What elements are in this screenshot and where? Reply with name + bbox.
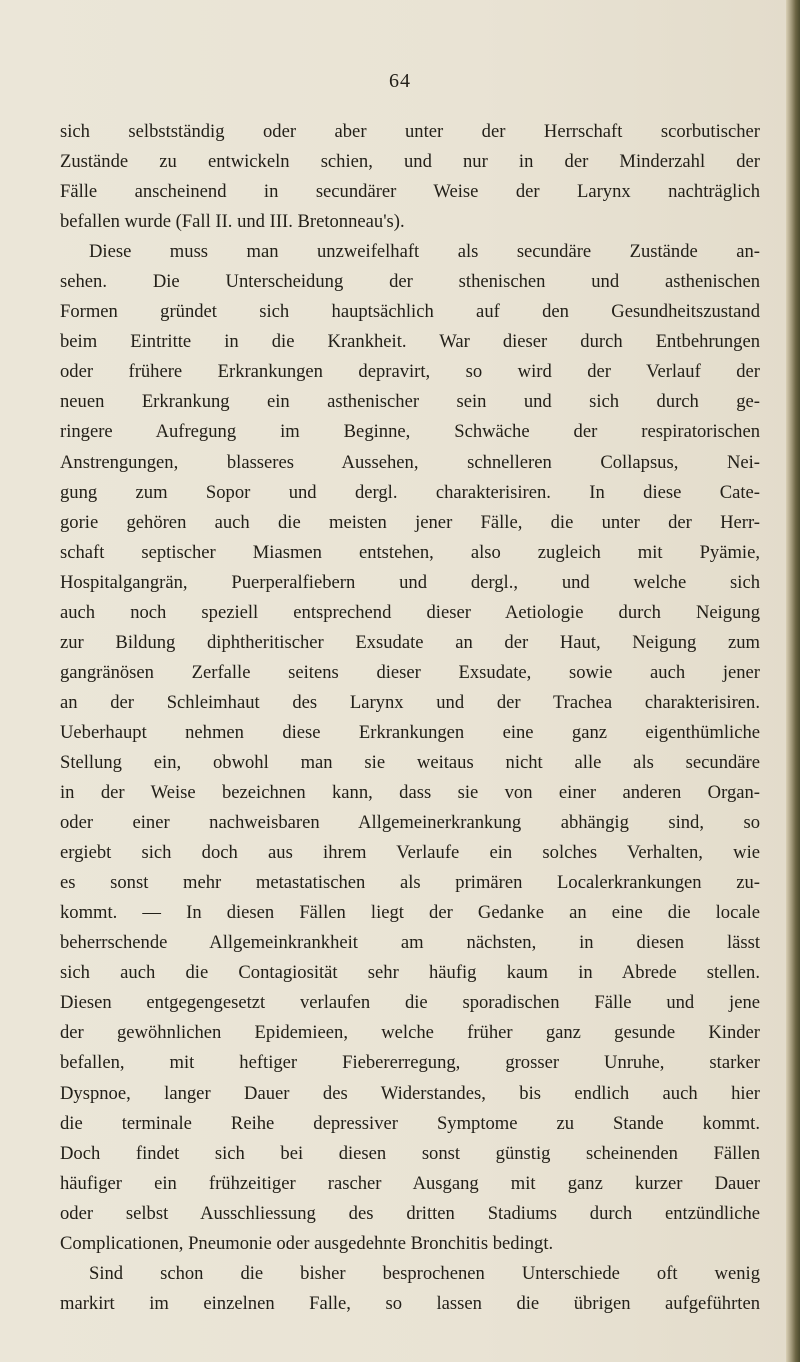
- text-line: die terminale Reihe depressiver Symptome zu Stande kommt.: [60, 1112, 760, 1134]
- text-line: Ueberhaupt nehmen diese Erkrankungen eine ganz eigenthümliche: [60, 721, 760, 743]
- text-line: oder einer nachweisbaren Allgemeinerkrankung abhängig sind, so: [60, 812, 760, 834]
- text-line: sehen. Die Unterscheidung der sthenischen und asthenischen: [60, 271, 760, 293]
- text-line: gangränösen Zerfalle seitens dieser Exsudate, sowie auch jener: [60, 661, 760, 683]
- text-line: Formen gründet sich hauptsächlich auf den Gesundheitszustand: [60, 301, 760, 323]
- text-line: es sonst mehr metastatischen als primären Localerkrankungen zu-: [60, 872, 760, 894]
- text-line: neuen Erkrankung ein asthenischer sein und sich durch ge-: [60, 391, 760, 413]
- text-line: befallen wurde (Fall II. und III. Bretonneau's).: [60, 211, 405, 233]
- text-line: gung zum Sopor und dergl. charakterisiren. In diese Cate-: [60, 481, 760, 503]
- page-edge-shadow: [786, 0, 800, 1362]
- text-line: kommt. — In diesen Fällen liegt der Gedanke an eine die locale: [60, 902, 760, 924]
- text-line: schaft septischer Miasmen entstehen, also zugleich mit Pyämie,: [60, 541, 760, 563]
- text-line: gorie gehören auch die meisten jener Fälle, die unter der Herr-: [60, 511, 760, 533]
- page-number: 64: [389, 70, 411, 92]
- text-line: auch noch speziell entsprechend dieser Aetiologie durch Neigung: [60, 601, 760, 623]
- text-line: Complicationen, Pneumonie oder ausgedehnte Bronchitis bedingt.: [60, 1232, 554, 1254]
- text-line: Hospitalgangrän, Puerperalfiebern und dergl., und welche sich: [60, 571, 760, 593]
- text-line: Diesen entgegengesetzt verlaufen die sporadischen Fälle und jene: [60, 992, 760, 1014]
- text-line: Sind schon die bisher besprochenen Unterschiede oft wenig: [89, 1262, 760, 1284]
- text-line: Diese muss man unzweifelhaft als secundäre Zustände an-: [89, 241, 760, 263]
- text-line: beim Eintritte in die Krankheit. War dieser durch Entbehrungen: [60, 331, 760, 353]
- text-line: an der Schleimhaut des Larynx und der Trachea charakterisiren.: [60, 691, 760, 713]
- text-line: zur Bildung diphtheritischer Exsudate an der Haut, Neigung zum: [60, 631, 760, 653]
- text-line: Zustände zu entwickeln schien, und nur in der Minderzahl der: [60, 151, 760, 173]
- text-line: oder selbst Ausschliessung des dritten Stadiums durch entzündliche: [60, 1202, 760, 1224]
- text-line: ringere Aufregung im Beginne, Schwäche der respiratorischen: [60, 421, 760, 443]
- text-line: Anstrengungen, blasseres Aussehen, schnelleren Collapsus, Nei-: [60, 451, 760, 473]
- text-line: Doch findet sich bei diesen sonst günstig scheinenden Fällen: [60, 1142, 760, 1164]
- text-line: Dyspnoe, langer Dauer des Widerstandes, bis endlich auch hier: [60, 1082, 760, 1104]
- text-line: sich auch die Contagiosität sehr häufig kaum in Abrede stellen.: [60, 962, 760, 984]
- body-text: [60, 117, 760, 1319]
- text-line: in der Weise bezeichnen kann, dass sie von einer anderen Organ-: [60, 782, 760, 804]
- text-line: Stellung ein, obwohl man sie weitaus nicht alle als secundäre: [60, 751, 760, 773]
- text-line: sich selbstständig oder aber unter der Herrschaft scorbutischer: [60, 121, 760, 142]
- text-line: markirt im einzelnen Falle, so lassen die übrigen aufgeführten: [60, 1292, 760, 1314]
- text-line: beherrschende Allgemeinkrankheit am nächsten, in diesen lässt: [60, 932, 760, 954]
- text-line: häufiger ein frühzeitiger rascher Ausgang mit ganz kurzer Dauer: [60, 1172, 760, 1194]
- text-line: befallen, mit heftiger Fiebererregung, grosser Unruhe, starker: [60, 1052, 760, 1074]
- text-line: der gewöhnlichen Epidemieen, welche früher ganz gesunde Kinder: [60, 1022, 760, 1044]
- text-line: oder frühere Erkrankungen depravirt, so wird der Verlauf der: [60, 361, 760, 383]
- text-line: Fälle anscheinend in secundärer Weise der Larynx nachträglich: [60, 181, 760, 203]
- text-line: ergiebt sich doch aus ihrem Verlaufe ein solches Verhalten, wie: [60, 842, 760, 864]
